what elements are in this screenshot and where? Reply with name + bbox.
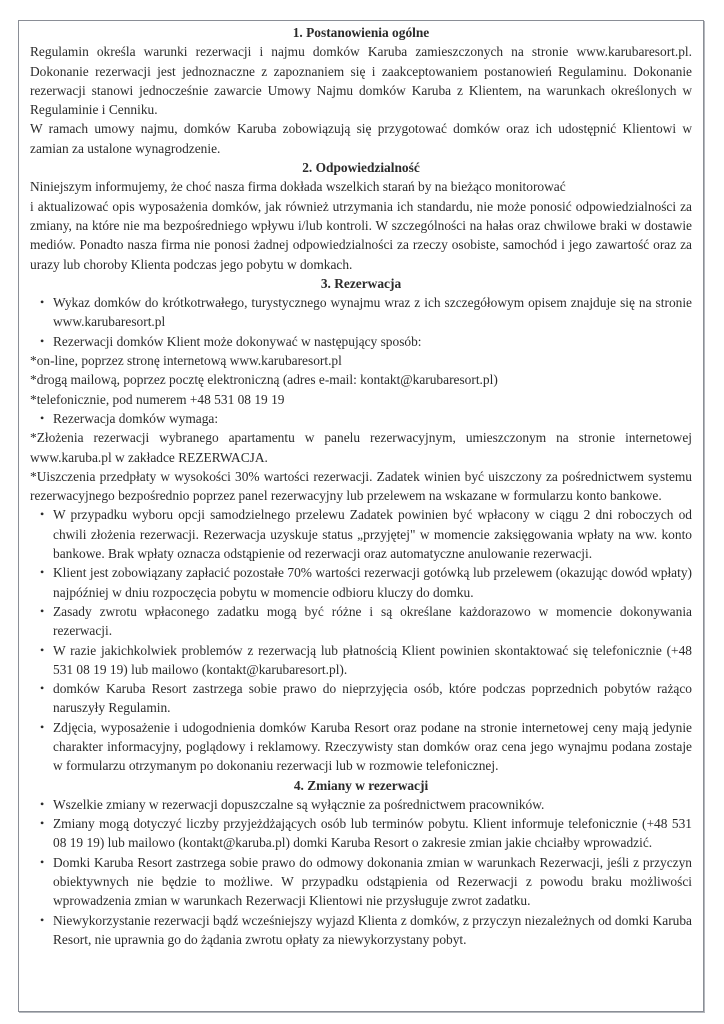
paragraph: i aktualizować opis wyposażenia domków, jak również utrzymania ich standardu, nie może ponosić odpowiedzialności za zmiany, na które nie ma bezpośredniego wpływu i/lub kontroli. W szczególności na hałas oraz chwilowe braki w dostawie mediów. Ponadto nasza firma nie ponosi żadnej odpowiedzialności za rzeczy osobiste, samochód i jego zawartość oraz za urazy lub choroby Klienta podczas jego pobytu w domkach. [30, 198, 692, 272]
list-item: • domków Karuba Resort zastrzega sobie prawo do nieprzyjęcia osób, które podczas poprzednich pobytów rażąco naruszyły Regulamin. [53, 679, 692, 718]
list-item: • Niewykorzystanie rezerwacji bądź wcześniejszy wyjazd Klienta z domków, z przyczyn niezależnych od domki Karuba Resort, nie uprawnia go do żądania zwrotu opłaty za niewykorzystany pobyt. [53, 911, 692, 950]
list-item: • Rezerwacja domków wymaga: [53, 409, 692, 428]
section-heading-general-provisions: 1. Postanowienia ogólne [292, 25, 430, 40]
section-heading-liability: 2. Odpowiedzialność [302, 160, 420, 176]
bullet-list [30, 505, 692, 775]
bullet-list [30, 293, 692, 351]
paragraph: Niniejszym informujemy, że choć nasza firma dokłada wszelkich starań by na bieżąco monitorować [30, 179, 566, 195]
list-item: • Rezerwacji domków Klient może dokonywać w następujący sposób: [53, 332, 692, 351]
list-item: • Zasady zwrotu wpłaconego zadatku mogą być różne i są określane każdorazowo w momencie dokonywania rezerwacji. [53, 602, 692, 641]
regulations-document [18, 20, 704, 1012]
paragraph: *Uiszczenia przedpłaty w wysokości 30% wartości rezerwacji. Zadatek winien być uiszczony za pośrednictwem systemu rezerwacyjnego bezpośrednio poprzez panel rezerwacyjny lub przelewem na wskazane w formularzu konto bankowe. [30, 468, 692, 504]
list-item: • Klient jest zobowiązany zapłacić pozostałe 70% wartości rezerwacji gotówką lub przelewem (okazując dowód wpłaty) najpóźniej w dniu rozpoczęcia pobytu w momencie odbioru kluczy do domku. [53, 563, 692, 602]
paragraph: *Złożenia rezerwacji wybranego apartamentu w panelu rezerwacyjnym, umieszczonym na stronie internetowej www.karuba.pl w zakładce REZERWACJA. [30, 430, 692, 465]
paragraph: *on-line, poprzez stronę internetową www.karubaresort.pl [30, 353, 342, 369]
paragraph: Regulamin określa warunki rezerwacji i najmu domków Karuba zamieszczonych na stronie www.karubaresort.pl. Dokonanie rezerwacji jest jednoznaczne z zapoznaniem się i zaakceptowaniem postanowień Regulaminu. Dokonanie rezerwacji stanowi jednocześnie zawarcie Umowy Najmu domków Karuba z Klientem, na warunkach określonych w Regulaminie i Cenniku. [30, 44, 692, 118]
bullet-list [30, 795, 692, 949]
list-item: • Wykaz domków do krótkotrwałego, turystycznego wynajmu wraz z ich szczegółowym opisem znajduje się na stronie www.karubaresort.pl [53, 293, 692, 332]
paragraph: *telefonicznie, pod numerem +48 531 08 19 19 [30, 391, 285, 407]
paragraph: W ramach umowy najmu, domków Karuba zobowiązują się przygotować domków oraz ich udostępnić Klientowi w zamian za ustalone wynagrodzenie. [30, 121, 692, 156]
list-item: • W przypadku wyboru opcji samodzielnego przelewu Zadatek powinien być wpłacony w ciągu 2 dni roboczych od chwili złożenia rezerwacji. Rezerwacja uzyskuje status „przyjętej" w momencie zaksięgowania wpłaty na ww. konto bankowe. Brak wpłaty oznacza odstąpienie od rezerwacji oraz automatyczne anulowanie rezerwacji. [53, 505, 692, 563]
section-heading-reservation-changes: 4. Zmiany w rezerwacji [293, 777, 429, 793]
list-item: • Zdjęcia, wyposażenie i udogodnienia domków Karuba Resort oraz podane na stronie internetowej ceny mają jedynie charakter informacyjny, poglądowy i reklamowy. Rzeczywisty stan domków oraz cena jego wynajmu podana zostaje w formularzu otrzymanym po dokonaniu rezerwacji lub w rozmowie telefonicznej. [53, 718, 692, 776]
list-item: • Domki Karuba Resort zastrzega sobie prawo do odmowy dokonania zmian w warunkach Rezerwacji, jeśli z przyczyn obiektywnych nie będzie to możliwe. W przypadku odstąpienia od Rezerwacji z powodu braku możliwości wprowadzenia zmian w warunkach Rezerwacji Klientowi nie przysługuje zwrot zadatku. [53, 853, 692, 911]
bullet-list [30, 409, 692, 428]
section-heading-reservation: 3. Rezerwacja [320, 275, 402, 291]
list-item: • Wszelkie zmiany w rezerwacji dopuszczalne są wyłącznie za pośrednictwem pracowników. [53, 795, 692, 814]
paragraph: *drogą mailową, poprzez pocztę elektroniczną (adres e-mail: kontakt@karubaresort.pl) [30, 372, 498, 388]
list-item: • W razie jakichkolwiek problemów z rezerwacją lub płatnością Klient powinien skontaktować się telefonicznie (+48 531 08 19 19) lub mailowo (kontakt@karubaresort.pl). [53, 641, 692, 680]
list-item: • Zmiany mogą dotyczyć liczby przyjeżdżających osób lub terminów pobytu. Klient informuje telefonicznie (+48 531 08 19 19) lub mailowo (kontakt@karuba.pl) domki Karuba Resort o zakresie zmian jakie chciałby wprowadzić. [53, 814, 692, 853]
